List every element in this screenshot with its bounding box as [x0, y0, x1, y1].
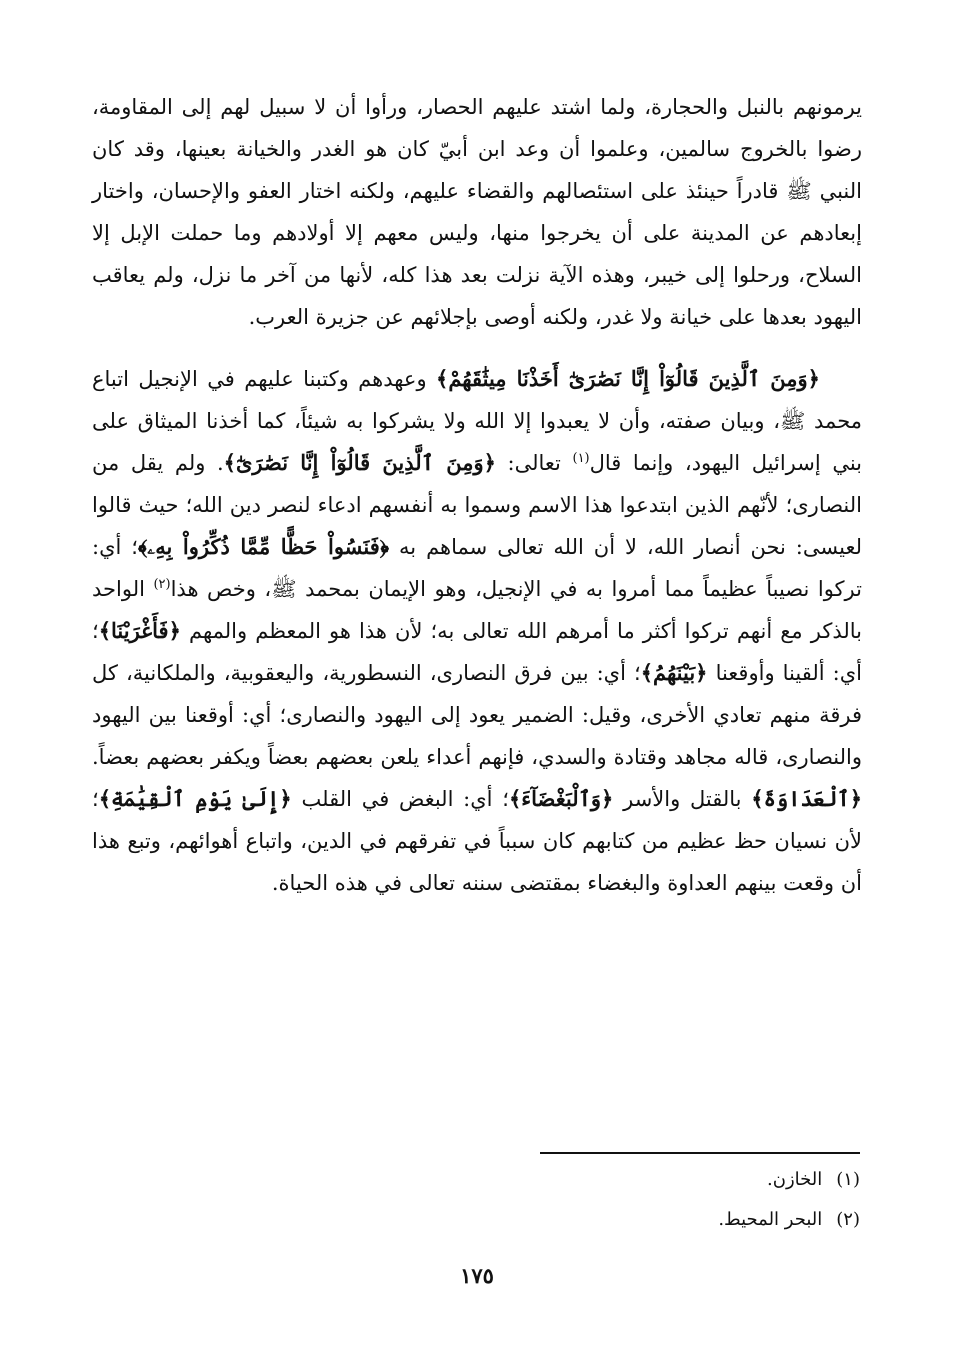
- footnotes: [100, 1160, 860, 1240]
- page-number: ١٧٥: [460, 1263, 494, 1288]
- paragraph-text: . ولم يقل من النصارى؛ لأنّهم الذين ابتدعوا هذا الاسم وسموا به أنفسهم ادعاء لنصر دين الله؛ حيث قالوا لعيسى: نحن أنصار الله، لا أن الله تعالى سماهم به: [92, 451, 862, 559]
- footnote-1: [100, 1160, 860, 1200]
- paragraph-text: تعالى:: [495, 451, 573, 475]
- quran-verse: ﴿ٱلْعَدَاوَةَ﴾: [751, 786, 863, 811]
- paragraph-1: يرمونهم بالنبل والحجارة، ولما اشتد عليهم الحصار، ورأوا أن لا سبيل لهم إلى المقاومة، رضوا بالخروج سالمين، وعلموا أن وعد ابن أبيّ كان هو الغدر والخيانة بعينها، وقد كان النبي ﷺ قادراً حينئذ على استئصالهم والقضاء عليهم، ولكنه اختار العفو والإحسان، واختار إبعادهم عن المدينة على أن يخرجوا منها، وليس معهم إلا أولادهم وما حملت الإبل إلا السلاح، ورحلوا إلى خيبر، وهذه الآية نزلت بعد هذا كله، لأنها من آخر ما نزل، ولم يعاقب اليهود بعدها على خيانة ولا غدر، ولكنه أوصى بإجلائهم عن جزيرة العرب.: [92, 95, 862, 329]
- quran-verse: ﴿وَمِنَ ٱلَّذِينَ قَالُوٓاْ إِنَّا نَصَٰرَىٰٓ أَخَذْنَا مِيثَٰقَهُمْ﴾: [436, 366, 820, 391]
- footnote-number: (١): [836, 1169, 860, 1190]
- footnote-text: البحر المحيط.: [718, 1209, 823, 1230]
- paragraph-text: بالقتل والأسر: [613, 787, 752, 811]
- quran-verse: ﴿فَأَغْرَيْنَا﴾: [98, 618, 181, 643]
- quran-verse: ﴿وَٱلْبَغْضَآءَ﴾: [508, 786, 614, 811]
- paragraph-text: ؛ أي: ألقينا وأوقعنا: [92, 619, 862, 685]
- quran-verse: ﴿وَمِنَ ٱلَّذِينَ قَالُوٓاْ إِنَّا نَصَٰرَىٰٓ﴾: [223, 450, 496, 475]
- paragraph-text: ؛ لأن نسيان حظ عظيم من كتابهم كان سبباً في تفرقهم في الدين، واتباع أهوائهم، وتبع هذا أن وقعت بينهم العداوة والبغضاء بمقتضى سننه تعالى في هذه الحياة.: [92, 787, 862, 895]
- paragraph-2: [92, 358, 862, 904]
- main-text: [92, 86, 862, 904]
- quran-verse: ﴿فَنَسُواْ حَظًّا مِّمَّا ذُكِّرُواْ بِهِۦ﴾: [137, 534, 390, 559]
- paragraph-text: ؛ أي: البغض في القلب: [291, 787, 509, 811]
- paragraph-text: وعهدهم وكتبنا عليهم في الإنجيل اتباع محمد ﷺ، وبيان صفته، وأن لا يعبدوا إلا الله ولا يشركوا به شيئاً، كما أخذنا الميثاق على بني إسرائيل اليهود، وإنما قال: [92, 367, 862, 475]
- quran-verse: ﴿بَيْنَهُمُ﴾: [640, 660, 708, 685]
- footnote-ref-1: (١): [572, 451, 590, 466]
- paragraph-text: ؛ أي: بين فرق النصارى، النسطورية، واليعقوبية، والملكانية، كل فرقة منهم تعادي الأخرى، وقيل: الضمير يعود إلى اليهود والنصارى؛ أي: أوقعنا بين اليهود والنصارى، قاله مجاهد وقتادة والسدي، فإنهم أعداء يلعن بعضهم بعضاً ويكفر بعضهم بعضاً.: [92, 661, 862, 769]
- footnote-divider: [540, 1152, 860, 1154]
- paragraph-text: الواحد بالذكر مع أنهم تركوا أكثر ما أمرهم الله تعالى به؛ لأن هذا هو المعظم والمهم: [92, 577, 862, 643]
- footnote-text: الخازن.: [767, 1169, 823, 1190]
- quran-verse: ﴿إِلَىٰ يَوْمِ ٱلْقِيَٰمَةِ﴾: [98, 786, 292, 811]
- footnote-2: [100, 1200, 860, 1240]
- paragraph-text: ؛ أي: تركوا نصيباً عظيماً مما أمروا به في الإنجيل، وهو الإيمان بمحمد ﷺ، وخص هذا: [92, 535, 862, 601]
- footnote-ref-2: (٢): [153, 577, 171, 592]
- footnote-number: (٢): [836, 1209, 860, 1230]
